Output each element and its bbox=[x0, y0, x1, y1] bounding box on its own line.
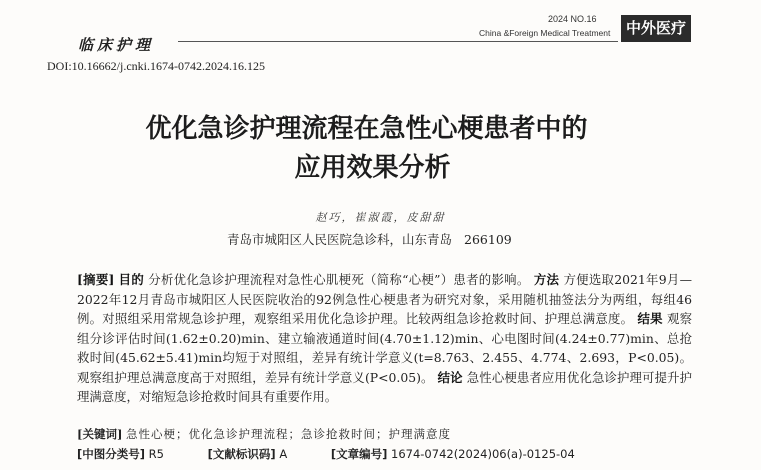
objective-text: 分析优化急诊护理流程对急性心肌梗死（简称“心梗”）患者的影响。 bbox=[148, 272, 530, 287]
keywords-text: 急性心梗；优化急诊护理流程；急诊抢救时间；护理满意度 bbox=[126, 427, 452, 441]
affiliation-zip: 266109 bbox=[464, 232, 512, 247]
title-line-1: 优化急诊护理流程在急性心梗患者中的 bbox=[145, 114, 588, 144]
keywords-label: [关键词] bbox=[77, 427, 123, 441]
doi: DOI:10.16662/j.cnki.1674-0742.2024.16.125 bbox=[47, 59, 265, 73]
header-rule bbox=[178, 41, 618, 42]
keywords bbox=[77, 426, 692, 442]
journal-logo: 中外医疗 bbox=[621, 15, 691, 42]
affiliation-text: 青岛市城阳区人民医院急诊科，山东青岛 bbox=[227, 232, 453, 247]
issue-number: 2024 NO.16 bbox=[548, 14, 597, 24]
conclusion-label: 结论 bbox=[437, 369, 463, 385]
article-field bbox=[331, 447, 595, 461]
doc-field bbox=[208, 447, 308, 461]
journal-english-name: China &Foreign Medical Treatment bbox=[479, 28, 611, 38]
affiliation bbox=[227, 230, 512, 248]
article-value: 1674-0742(2024)06(a)-0125-04 bbox=[391, 447, 575, 461]
doc-value: A bbox=[279, 447, 288, 461]
abstract bbox=[77, 270, 692, 407]
conclusion-text: 急性心梗患者应用优化急诊护理可提升护理满意度，对缩短急诊抢救时间具有重要作用。 bbox=[77, 369, 693, 404]
methods-text: 方便选取2021年9月—2022年12月青岛市城阳区人民医院收治的92例急性心梗患者为研究对象，采用随机抽签法分为两组，每组46例。对照组采用常规急诊护理，观察组采用优化急诊护理。比较两组急诊抢救时间、护理总满意度。 bbox=[77, 272, 693, 326]
title-line-2: 应用效果分析 bbox=[294, 153, 451, 183]
authors: 赵巧，崔淑霞，皮甜甜 bbox=[315, 211, 446, 224]
clc-field bbox=[77, 447, 184, 461]
results-text: 观察组分诊评估时间(1.62±0.20)min、建立输液通道时间(4.70±1.12)min、心电图时间(4.24±0.77)min、总抢救时间(45.62±5.41)min均短于对照组，差异有统计学意义(t=8.763、2.455、4.774、2.693，P<0.05)。观察组护理总满意度高于对照组，差异有统计学意义(P<0.05)。 bbox=[77, 311, 693, 385]
results-label: 结果 bbox=[637, 311, 663, 326]
abstract-label: [摘要] bbox=[77, 272, 115, 287]
clc-value: R5 bbox=[148, 447, 164, 461]
methods-label: 方法 bbox=[533, 272, 560, 287]
doc-label: [文献标识码] bbox=[207, 447, 276, 461]
article-label: [文章编号] bbox=[330, 447, 388, 461]
section-label: 临床护理 bbox=[78, 36, 155, 54]
clc-label: [中图分类号] bbox=[77, 447, 146, 461]
article-meta bbox=[77, 446, 692, 462]
objective-label: 目的 bbox=[118, 272, 145, 287]
